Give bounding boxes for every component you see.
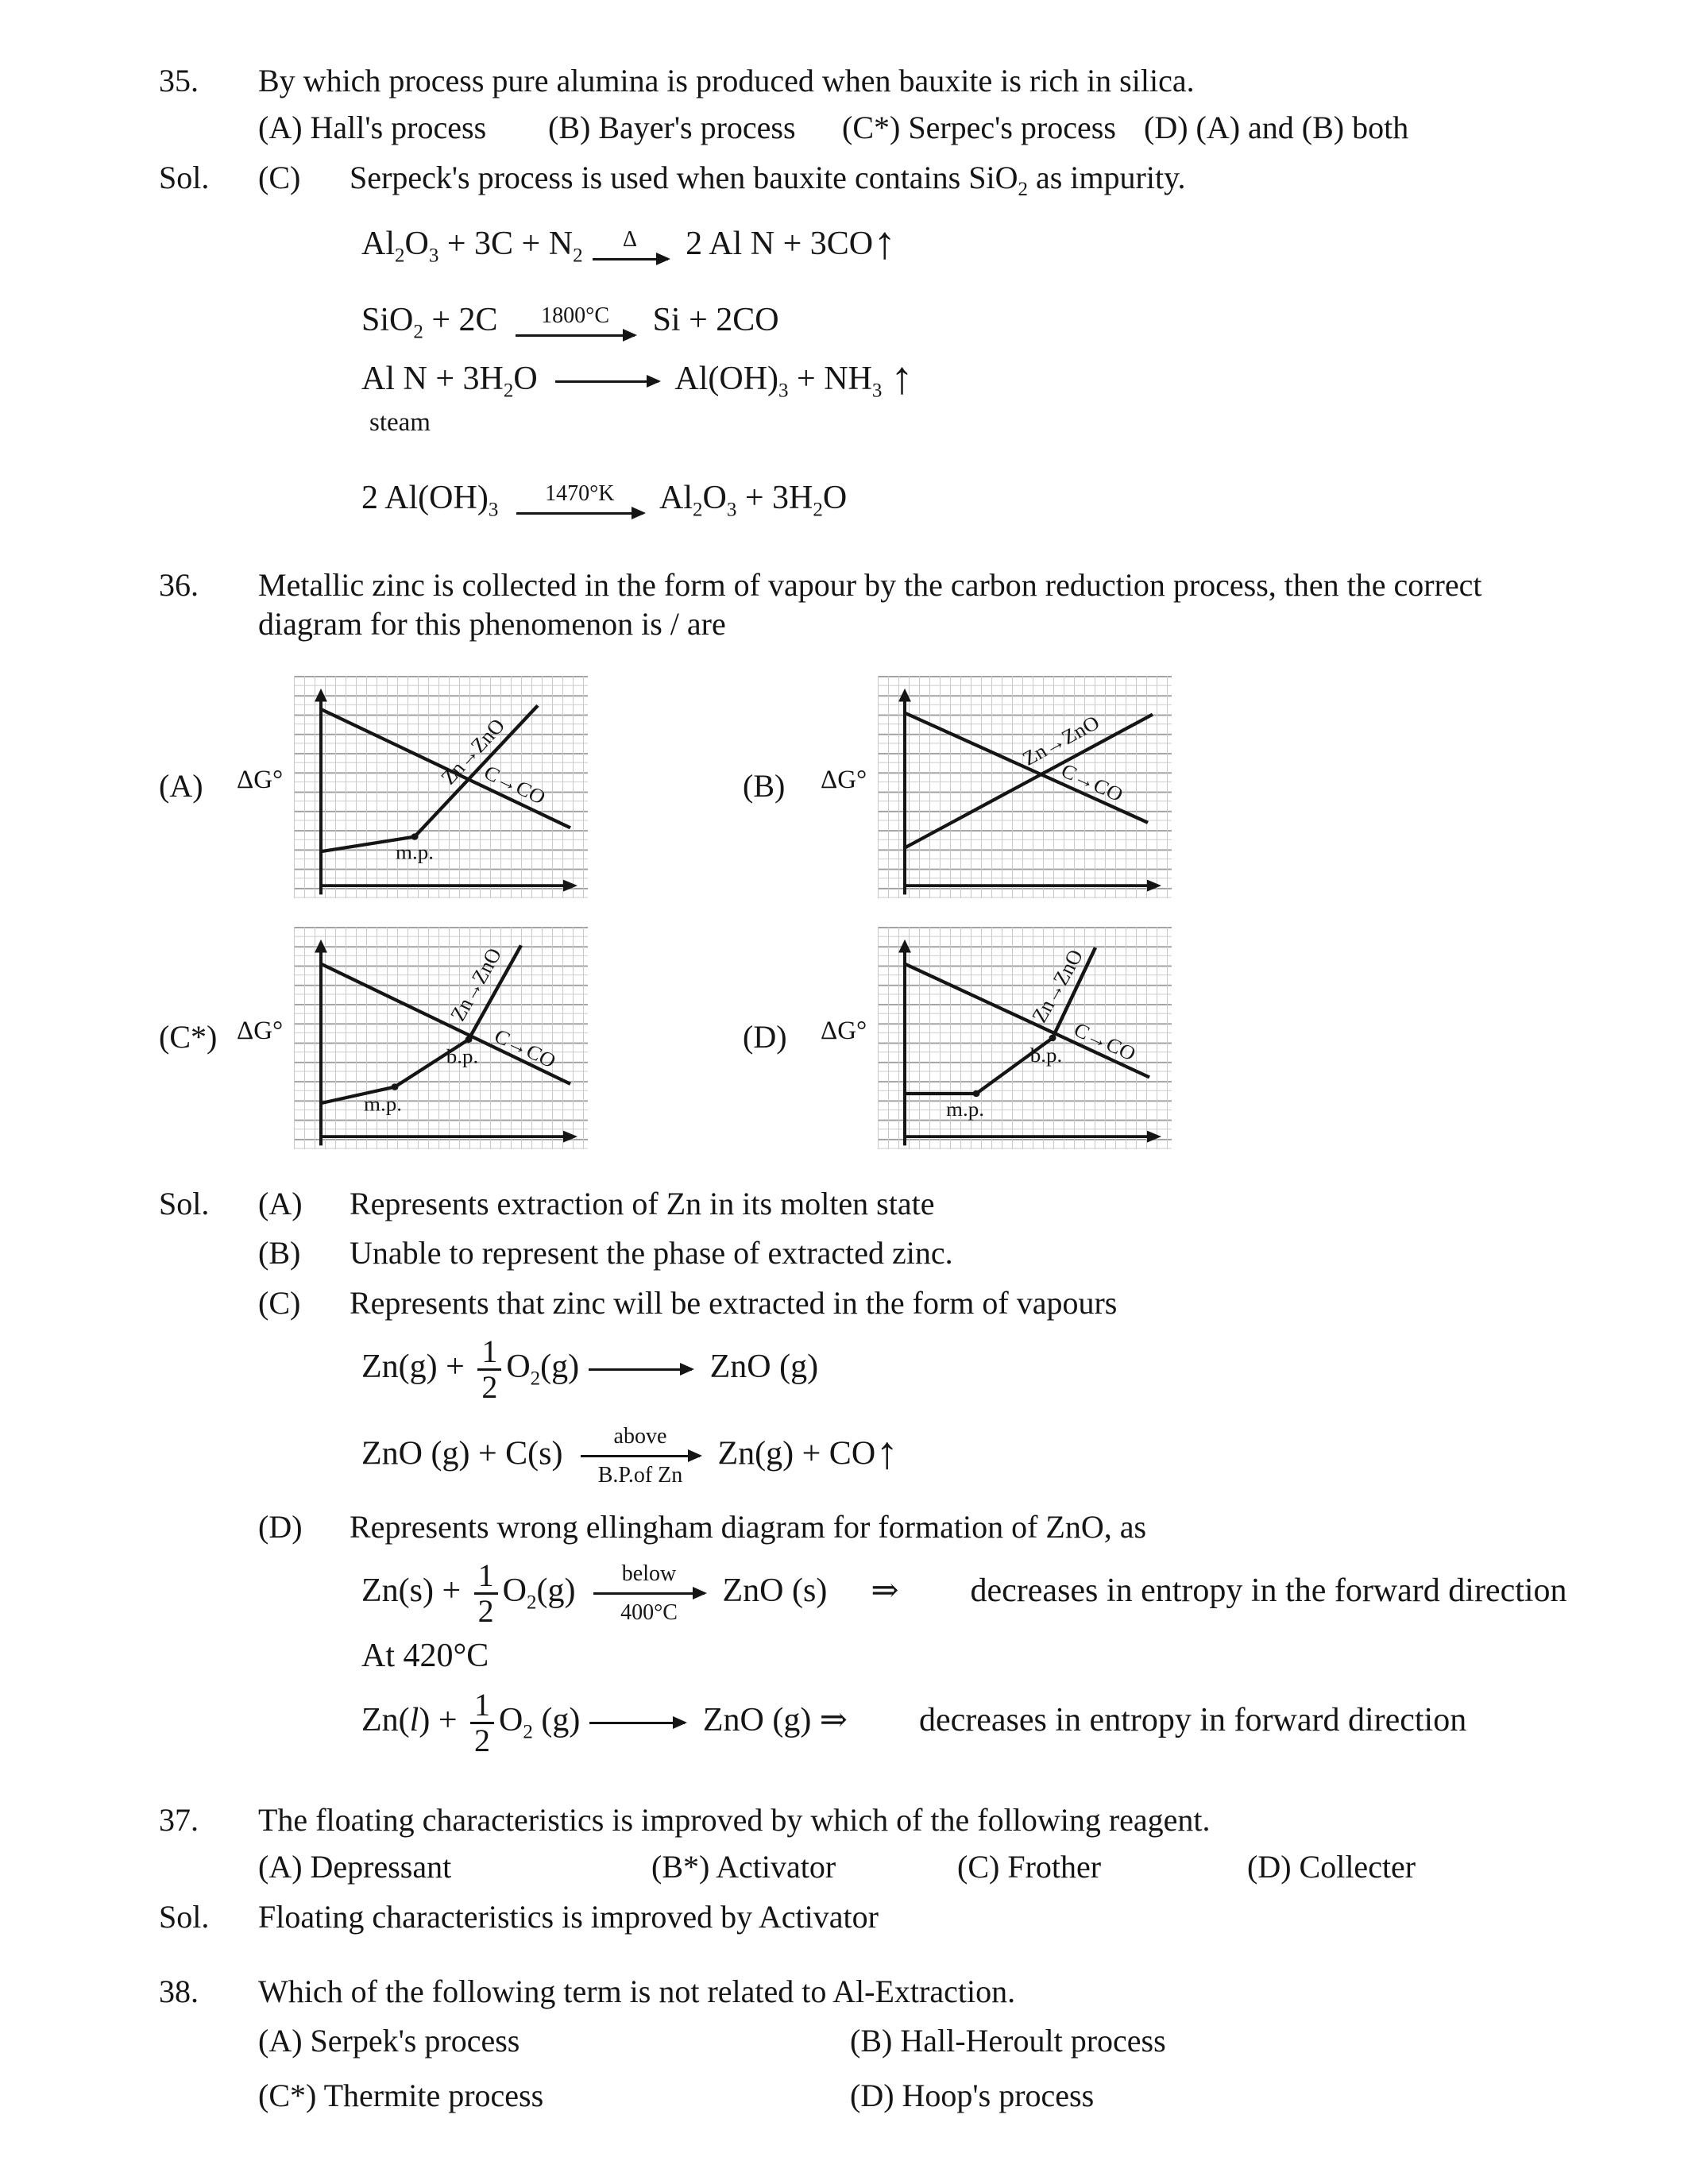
ellingham-plot-c: [294, 927, 588, 1149]
mp-point: [392, 1083, 399, 1090]
graph-paper: [878, 676, 1172, 898]
solution-letter: (A): [258, 1185, 303, 1221]
temperature-note: At 420°C: [361, 1638, 489, 1675]
zn-zno-label: Zn→ZnO: [436, 714, 510, 789]
solution-letter: (D): [258, 1509, 303, 1545]
question-35: [159, 62, 1648, 523]
delta-g-axis-label: ΔG°: [821, 766, 867, 795]
spacer: [159, 1284, 258, 1323]
diagram-c: [159, 927, 743, 1149]
solution-letter: (B): [258, 1235, 301, 1271]
ellingham-plot-a: [294, 676, 588, 898]
equation-zno-carbon-reduction: ZnO (g) + C(s) above B.P.of Zn Zn(g) + CO↑: [361, 1423, 899, 1488]
mp-label: m.p.: [946, 1098, 984, 1121]
option: (C*) Serpec's process: [842, 109, 1116, 145]
steam-label: steam: [369, 407, 431, 437]
option: (C*) Thermite process: [258, 2078, 544, 2114]
option: (B*) Activator: [651, 1849, 836, 1885]
diagram-grid: [159, 676, 1648, 1149]
option: (C) Frother: [957, 1849, 1102, 1885]
option: (A) Serpek's process: [258, 2023, 520, 2059]
zn-zno-label: Zn→ZnO: [1018, 711, 1104, 770]
question-text: Which of the following term is not related to Al-Extraction.: [258, 1973, 1016, 2009]
spacer: [159, 1234, 258, 1273]
question-number: 37.: [159, 1802, 199, 1839]
equation-zn-solid-oxidation: Zn(s) + $\frac{1}{2}$ $O_2(g)$ below 400°C ZnO (s) ⇒ decreases in entropy in the forward direction: [361, 1557, 1567, 1630]
options-row: [258, 109, 1648, 148]
question-number: 35.: [159, 63, 199, 98]
diagram-d: [743, 927, 1648, 1149]
question-38: [159, 1973, 1648, 2116]
graph-paper: [878, 927, 1172, 1149]
mp-point: [973, 1090, 980, 1096]
options-row: [258, 2022, 1648, 2061]
mp-label: m.p.: [364, 1092, 402, 1115]
graph-paper: [294, 927, 588, 1149]
delta-g-axis-label: ΔG°: [821, 1017, 867, 1046]
question-number: 38.: [159, 1973, 199, 2009]
zn-zno-label: Zn→ZnO: [446, 943, 507, 1024]
zn-zno-label: Zn→ZnO: [1027, 945, 1088, 1026]
solution-text: Unable to represent the phase of extracted zinc.: [350, 1235, 953, 1271]
diagram-label: (B): [743, 768, 786, 805]
option: (B) Bayer's process: [548, 109, 796, 145]
options-row: [258, 1848, 1648, 1887]
ellingham-plot-d: [878, 927, 1172, 1149]
option: (A) Hall's process: [258, 109, 487, 145]
question-text: The floating characteristics is improved by which of the following reagent.: [258, 1802, 1211, 1839]
option: (A) Depressant: [258, 1849, 452, 1885]
ellingham-plot-b: [878, 676, 1172, 898]
c-co-label: C→CO: [490, 1024, 560, 1072]
solution-text: Floating characteristics is improved by Activator: [258, 1898, 879, 1935]
diagram-b: [743, 676, 1648, 898]
solution-label: Sol.: [159, 1185, 210, 1221]
delta-g-axis-label: ΔG°: [237, 766, 284, 795]
equation-zn-liquid-oxidation: Zn(l) + $\frac{1}{2}$ $O_2$ (g) ZnO (g) ⇒ decreases in entropy in forward direction: [361, 1687, 1467, 1759]
diagram-a: [159, 676, 743, 898]
spacer: [159, 1508, 258, 1547]
question-text: By which process pure alumina is produced when bauxite is rich in silica.: [258, 63, 1195, 98]
question-text: Metallic zinc is collected in the form of vapour by the carbon reduction process, then the correct diagram for this phenomenon is / are: [258, 566, 1482, 642]
question-36: [159, 566, 1648, 1758]
delta-g-axis-label: ΔG°: [237, 1017, 284, 1046]
question-37: [159, 1801, 1648, 1936]
diagram-label: (C*): [159, 1019, 218, 1055]
equation-aln-hydrolysis: Al $N + 3H_2O$ $Al(OH)_3 + NH_3$ ↑: [361, 351, 914, 403]
solution-label: Sol.: [159, 1898, 210, 1935]
option: (D) (A) and (B) both: [1144, 109, 1409, 145]
mp-point: [411, 833, 419, 839]
solution-letter: (C): [258, 159, 301, 195]
solution-label: Sol.: [159, 159, 210, 195]
equation-zn-oxidation-gas: Zn(g) + $\frac{1}{2}$ $O_2(g)$ ZnO (g): [361, 1333, 819, 1405]
solution-text: Represents wrong ellingham diagram for formation of ZnO, as: [350, 1509, 1147, 1545]
bp-label: b.p.: [1029, 1044, 1063, 1067]
bp-point: [465, 1036, 473, 1042]
option: (D) Hoop's process: [850, 2078, 1095, 2114]
c-co-label: C→CO: [480, 760, 550, 808]
mp-label: m.p.: [396, 840, 434, 863]
equation-sio2-reduction: SiO$_2$ + 2C 1800°C Si + 2CO: [361, 301, 779, 343]
c-co-label: C→CO: [1070, 1017, 1140, 1065]
question-number: 36.: [159, 566, 199, 603]
c-co-label: C→CO: [1057, 758, 1127, 806]
solution-text: Serpeck's process is used when bauxite contains SiO$_2$ as impurity.: [350, 159, 1186, 200]
bp-label: b.p.: [446, 1045, 479, 1068]
solution-letter: (C): [258, 1285, 301, 1322]
diagram-label: (A): [159, 768, 203, 805]
solution-text: Represents extraction of Zn in its molten state: [350, 1185, 935, 1221]
option: (D) Collecter: [1247, 1849, 1416, 1885]
equations-block: [361, 217, 1648, 523]
equation-aloh3-decomposition: 2 $Al(OH)_3$ 1470°K $Al_2O_3 + 3H_2O$: [361, 480, 848, 521]
options-row: [258, 2077, 1648, 2116]
diagram-label: (D): [743, 1019, 787, 1055]
solution-text: Represents that zinc will be extracted in the form of vapours: [350, 1285, 1118, 1322]
bp-point: [1049, 1034, 1056, 1040]
equation-aln-formation: $Al_2O_3 + 3C + N_2$ Δ 2 Al N + 3CO↑: [361, 217, 897, 269]
option: (B) Hall-Heroult process: [850, 2023, 1166, 2059]
